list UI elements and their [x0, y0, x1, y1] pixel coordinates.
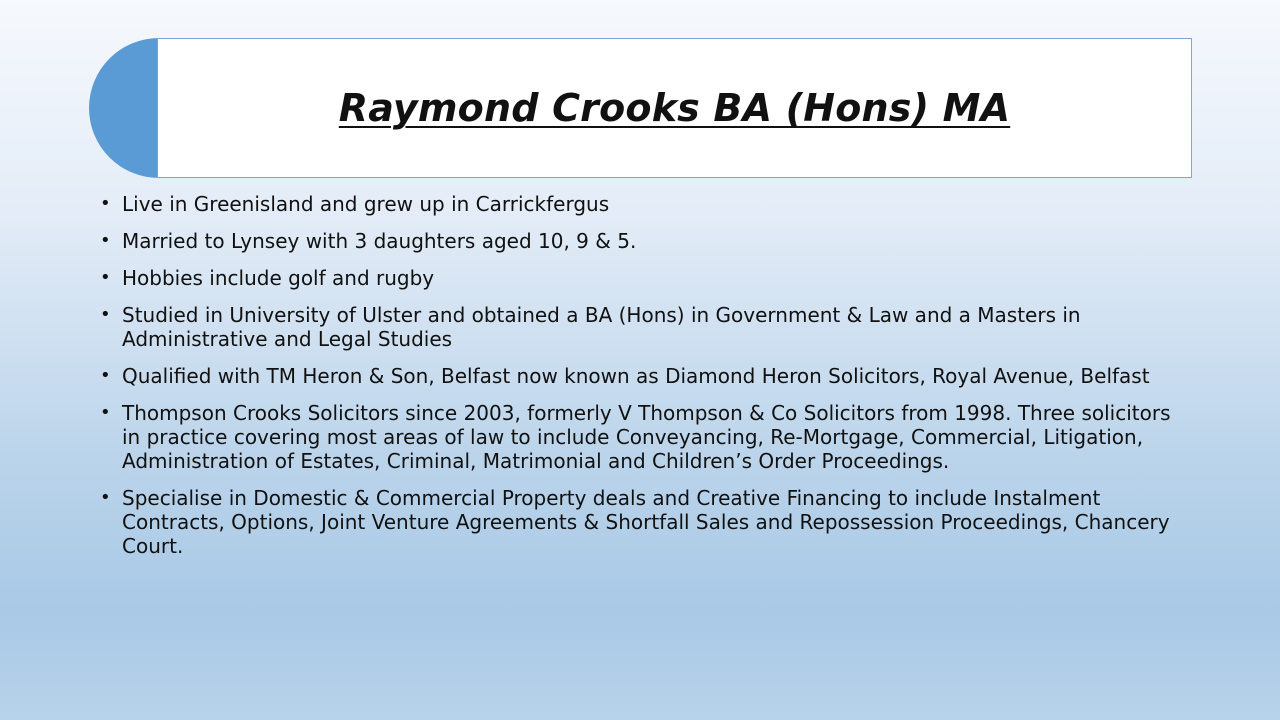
bullet-icon: • — [100, 365, 111, 386]
bullet-list — [100, 192, 1180, 571]
bullet-item — [100, 401, 1180, 473]
bullet-item — [100, 364, 1180, 388]
bullet-icon: • — [100, 487, 111, 508]
bullet-text: Married to Lynsey with 3 daughters aged 10, 9 & 5. — [122, 229, 637, 253]
bullet-text: Hobbies include golf and rugby — [122, 266, 435, 290]
bullet-icon: • — [100, 267, 111, 288]
slide-title: Raymond Crooks BA (Hons) MA — [338, 86, 1011, 130]
bullet-item — [100, 486, 1180, 558]
bullet-text: Specialise in Domestic & Commercial Property deals and Creative Financing to include Instalment Contracts, Options, Joint Venture Agreements & Shortfall Sales and Repossession Proceedings, Chancery Court. — [122, 486, 1170, 558]
bullet-item — [100, 229, 1180, 253]
bullet-text: Thompson Crooks Solicitors since 2003, formerly V Thompson & Co Solicitors from 1998. Three solicitors in practice covering most areas of law to include Conveyancing, Re-Mortgage, Commercial, Litigation, Administration of Estates, Criminal, Matrimonial and Children’s Order Proceedings. — [122, 401, 1171, 473]
bullet-icon: • — [100, 304, 111, 325]
title-box — [157, 38, 1192, 178]
bullet-item — [100, 192, 1180, 216]
bullet-item — [100, 266, 1180, 290]
bullet-text: Studied in University of Ulster and obtained a BA (Hons) in Government & Law and a Masters in Administrative and Legal Studies — [122, 303, 1081, 351]
bullet-text: Qualified with TM Heron & Son, Belfast now known as Diamond Heron Solicitors, Royal Avenue, Belfast — [122, 364, 1150, 388]
bullet-icon: • — [100, 230, 111, 251]
bullet-icon: • — [100, 193, 111, 214]
bullet-item — [100, 303, 1180, 351]
bullet-text: Live in Greenisland and grew up in Carrickfergus — [122, 192, 610, 216]
bullet-icon: • — [100, 402, 111, 423]
